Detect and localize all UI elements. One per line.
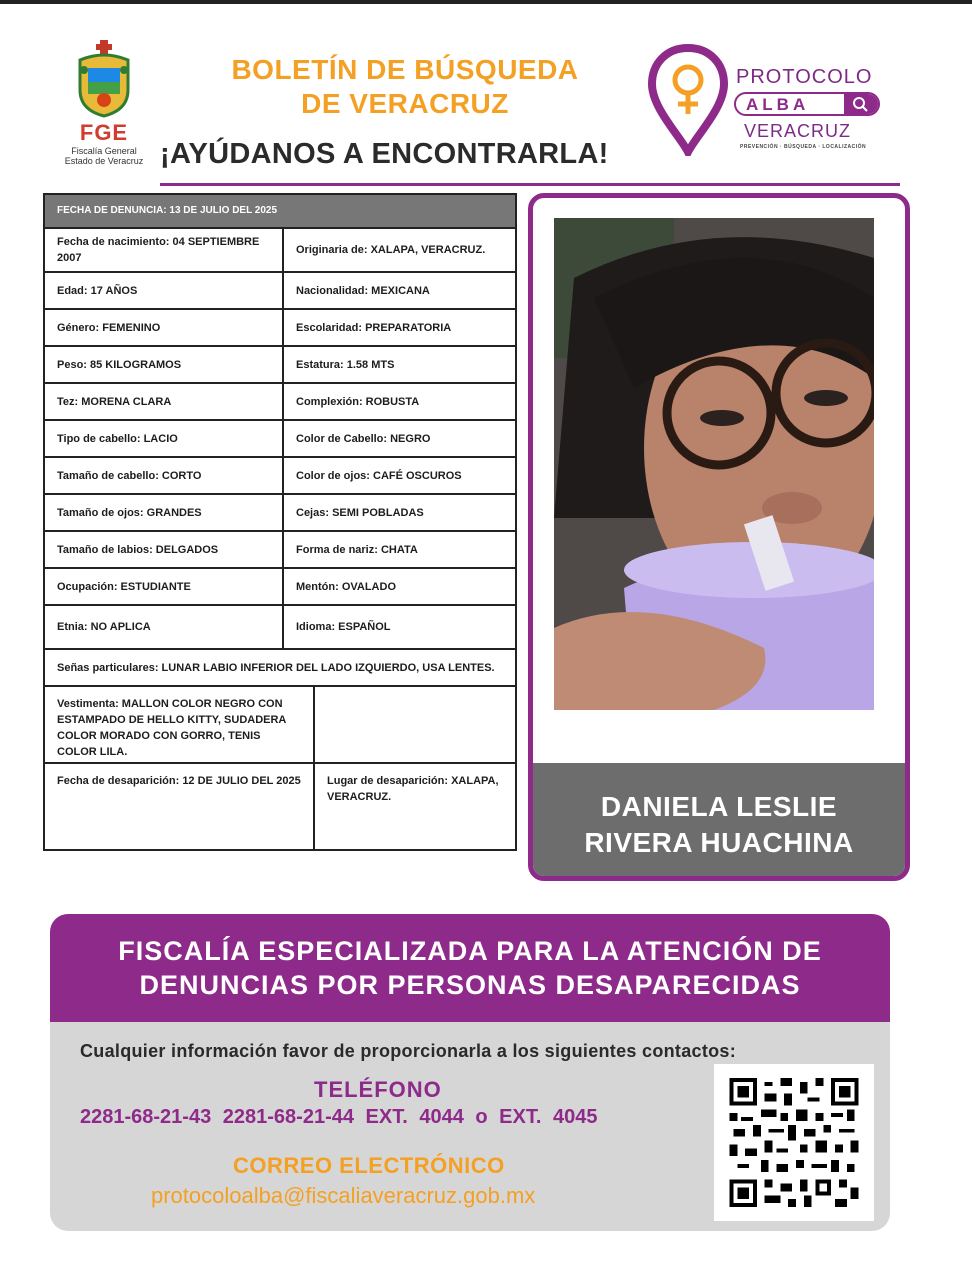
nacionalidad: Nacionalidad: MEXICANA (296, 284, 430, 297)
search-icon (844, 94, 878, 114)
person-name-band (533, 763, 905, 881)
table-row (45, 229, 515, 273)
alba-tagline: PREVENCIÓN · BÚSQUEDA · LOCALIZACIÓN (740, 144, 867, 150)
fge-logo (52, 40, 156, 168)
table-header-row (45, 195, 515, 229)
alba-protocolo-text: PROTOCOLO (736, 66, 873, 88)
missing-person-photo (554, 218, 874, 710)
contact-panel (50, 914, 890, 1231)
top-border (0, 0, 972, 4)
fecha-denuncia: FECHA DE DENUNCIA: 13 DE JULIO DEL 2025 (57, 205, 278, 216)
email-label: CORREO ELECTRÓNICO (233, 1153, 505, 1178)
veracruz-coat-of-arms-icon (72, 40, 136, 118)
fecha-nacimiento: Fecha de nacimiento: 04 SEPTIEMBRE 2007 (45, 229, 284, 271)
originaria: Originaria de: XALAPA, VERACRUZ. (296, 244, 486, 256)
contact-intro: Cualquier información favor de proporcionarla a los siguientes contactos: (80, 1041, 737, 1061)
escolaridad: Escolaridad: PREPARATORIA (296, 321, 452, 334)
menton: Mentón: OVALADO (296, 580, 397, 593)
missing-person-card (528, 193, 910, 881)
peso: Peso: 85 KILOGRAMOS (45, 347, 284, 382)
alba-pill (734, 92, 880, 116)
fiscalia-banner (50, 914, 890, 1022)
tipo-cabello: Tipo de cabello: LACIO (45, 421, 284, 456)
table-row (45, 458, 515, 495)
banner-line-1: FISCALÍA ESPECIALIZADA PARA LA ATENCIÓN DE (118, 936, 822, 966)
color-ojos: Color de ojos: CAFÉ OSCUROS (296, 469, 462, 482)
complexion: Complexión: ROBUSTA (296, 395, 420, 408)
color-cabello: Color de Cabello: NEGRO (296, 432, 431, 445)
vestimenta: Vestimenta: MALLON COLOR NEGRO CON ESTAMPADO DE HELLO KITTY, SUDADERA COLOR MORADO CON GORRO, TENIS COLOR LILA. (45, 687, 315, 762)
table-row (45, 347, 515, 384)
table-row (45, 310, 515, 347)
fge-acronym: FGE (79, 120, 129, 145)
ocupacion: Ocupación: ESTUDIANTE (45, 569, 284, 604)
fge-subtitle-1: Fiscalía General (71, 146, 137, 156)
cejas: Cejas: SEMI POBLADAS (296, 506, 424, 519)
tamano-labios: Tamaño de labios: DELGADOS (45, 532, 284, 567)
personal-data-table (43, 193, 517, 851)
person-name-line-2: RIVERA HUACHINA (584, 826, 854, 858)
telephone-label: TELÉFONO (314, 1077, 442, 1102)
bulletin-title-line-2: DE VERACRUZ (301, 88, 509, 119)
table-row (45, 687, 515, 764)
person-name-line-1: DANIELA LESLIE (600, 790, 838, 822)
empty-cell (315, 687, 515, 762)
map-pin-female-icon (646, 44, 730, 156)
table-row (45, 421, 515, 458)
table-row (45, 606, 515, 650)
etnia: Etnia: NO APLICA (45, 606, 284, 648)
fecha-desaparicion: Fecha de desaparición: 12 DE JULIO DEL 2025 (45, 764, 315, 849)
alba-word: ALBA (746, 95, 810, 114)
tez: Tez: MORENA CLARA (45, 384, 284, 419)
table-row (45, 384, 515, 421)
email-address-link[interactable]: protocoloalba@fiscaliaveracruz.gob.mx (151, 1183, 536, 1208)
genero: Género: FEMENINO (45, 310, 284, 345)
tamano-cabello: Tamaño de cabello: CORTO (45, 458, 284, 493)
table-row (45, 650, 515, 687)
idioma: Idioma: ESPAÑOL (296, 621, 391, 633)
table-row (45, 764, 515, 849)
senas-particulares: Señas particulares: LUNAR LABIO INFERIOR DEL LADO IZQUIERDO, USA LENTES. (57, 661, 495, 674)
forma-nariz: Forma de nariz: CHATA (296, 543, 418, 556)
lugar-desaparicion: Lugar de desaparición: XALAPA, VERACRUZ. (327, 775, 499, 803)
tamano-ojos: Tamaño de ojos: GRANDES (45, 495, 284, 530)
estatura: Estatura: 1.58 MTS (296, 358, 395, 371)
telephone-numbers[interactable]: 2281-68-21-43 2281-68-21-44 EXT. 4044 o EXT. 4045 (80, 1106, 598, 1128)
bulletin-slogan: ¡AYÚDANOS A ENCONTRARLA! (160, 138, 609, 170)
table-row (45, 569, 515, 606)
header-divider (160, 183, 900, 186)
table-row (45, 532, 515, 569)
bulletin-title-line-1: BOLETÍN DE BÚSQUEDA (231, 54, 579, 85)
banner-line-2: DENUNCIAS POR PERSONAS DESAPARECIDAS (139, 970, 801, 1000)
table-row (45, 495, 515, 532)
qr-code-icon[interactable] (714, 1064, 874, 1221)
table-row (45, 273, 515, 310)
alba-veracruz-text: VERACRUZ (744, 121, 852, 141)
fge-subtitle-2: Estado de Veracruz (64, 156, 144, 166)
edad: Edad: 17 AÑOS (45, 273, 284, 308)
